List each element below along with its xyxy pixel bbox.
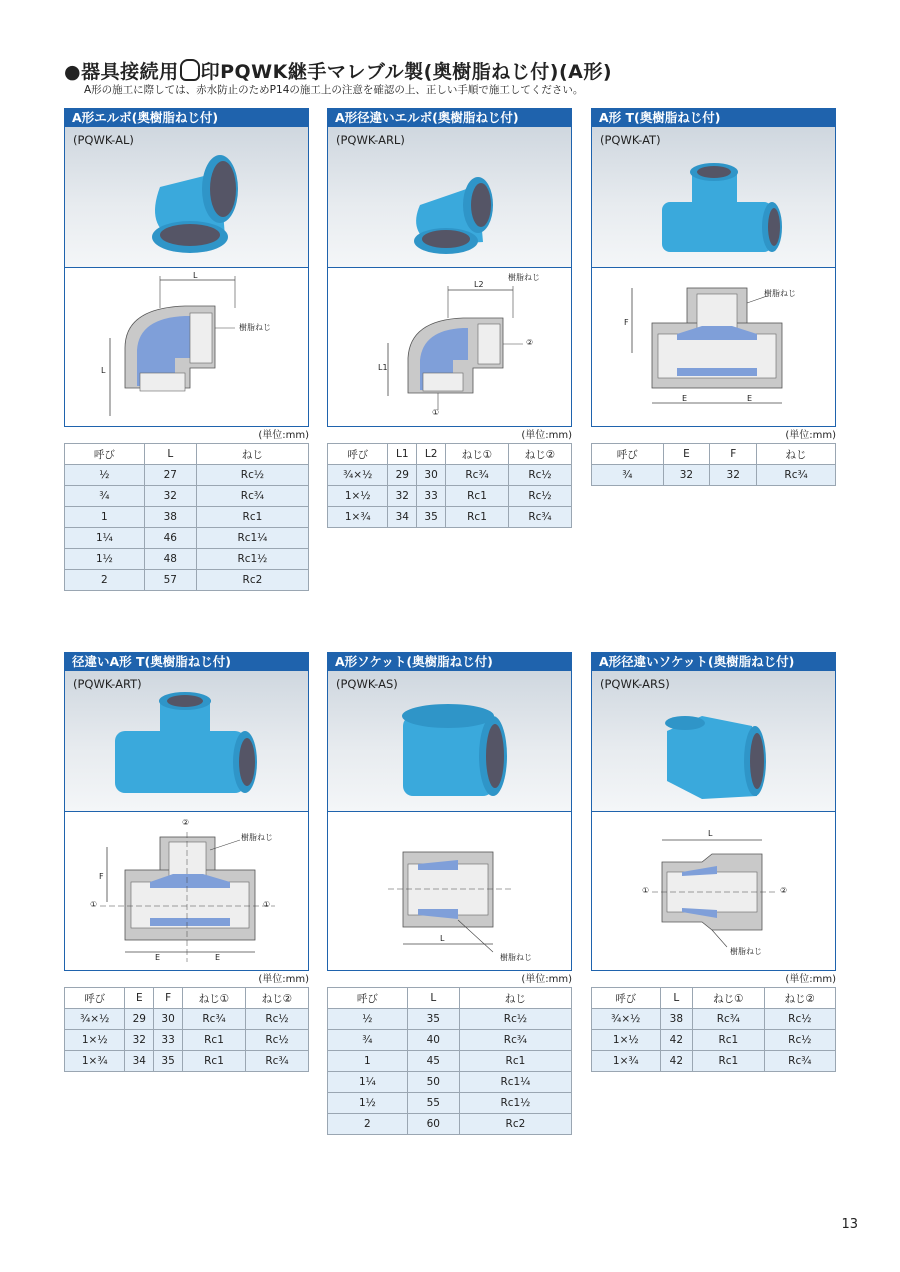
table-row: [592, 1009, 836, 1030]
table-row: [328, 1072, 572, 1093]
product-code: (PQWK-AS): [336, 677, 398, 691]
product-pqwk-al: [64, 108, 309, 591]
table-row: [65, 1009, 309, 1030]
table-cell: Rc1¼: [196, 528, 308, 549]
column-header: 呼び: [592, 444, 664, 465]
table-cell: Rc1½: [459, 1093, 571, 1114]
product-title: A形ソケット(奥樹脂ねじ付): [327, 652, 572, 671]
column-header: ねじ②: [764, 988, 835, 1009]
product-pqwk-ars: [591, 652, 836, 1072]
table-cell: 33: [154, 1030, 183, 1051]
column-header: 呼び: [328, 444, 388, 465]
product-title: 径違いA形 T(奥樹脂ねじ付): [64, 652, 309, 671]
table-row: [592, 1051, 836, 1072]
product-photo: [327, 127, 572, 267]
table-cell: 30: [154, 1009, 183, 1030]
unit-label: (単位:mm): [785, 974, 836, 985]
table-cell: Rc1: [196, 507, 308, 528]
table-header-row: [65, 444, 309, 465]
table-cell: 48: [144, 549, 196, 570]
port-1-label: ①: [642, 886, 650, 895]
table-row: [328, 486, 572, 507]
column-header: L: [144, 444, 196, 465]
table-cell: Rc¾: [757, 465, 836, 486]
table-row: [328, 465, 572, 486]
table-cell: 2: [65, 570, 145, 591]
table-cell: Rc¾: [245, 1051, 308, 1072]
resin-thread-label: 樹脂ねじ: [500, 953, 532, 962]
table-cell: 46: [144, 528, 196, 549]
dim-l1: L1: [378, 363, 388, 372]
table-cell: Rc1¼: [459, 1072, 571, 1093]
port-1-left-label: ①: [90, 900, 98, 909]
product-diagram: [327, 267, 572, 427]
table-cell: 33: [417, 486, 446, 507]
table-cell: 29: [125, 1009, 154, 1030]
table-cell: Rc1: [446, 507, 509, 528]
product-title: A形 T(奥樹脂ねじ付): [591, 108, 836, 127]
spec-table: [64, 987, 309, 1072]
resin-thread-label: 樹脂ねじ: [239, 323, 271, 332]
port-1-right-label: ①: [263, 900, 271, 909]
table-cell: ¾×½: [592, 1009, 661, 1030]
table-cell: 32: [710, 465, 757, 486]
product-diagram: [64, 811, 309, 971]
resin-thread-label: 樹脂ねじ: [730, 947, 762, 956]
table-cell: Rc1½: [196, 549, 308, 570]
dim-l: L: [708, 829, 713, 838]
column-header: ねじ: [196, 444, 308, 465]
table-cell: Rc¾: [183, 1009, 246, 1030]
table-cell: Rc2: [459, 1114, 571, 1135]
table-header-row: [328, 988, 572, 1009]
table-cell: Rc½: [196, 465, 308, 486]
table-cell: 32: [388, 486, 417, 507]
product-pqwk-as: [327, 652, 572, 1135]
column-header: ねじ: [459, 988, 571, 1009]
table-cell: Rc½: [245, 1009, 308, 1030]
product-code: (PQWK-AT): [600, 133, 661, 147]
table-row: [65, 1030, 309, 1051]
dim-e-right: E: [747, 394, 753, 403]
table-row: [65, 1051, 309, 1072]
table-cell: 45: [407, 1051, 459, 1072]
table-row: [328, 1051, 572, 1072]
unit-label: (単位:mm): [785, 430, 836, 441]
table-cell: Rc½: [764, 1030, 835, 1051]
table-cell: 34: [388, 507, 417, 528]
table-row: [328, 1093, 572, 1114]
spec-table: [327, 443, 572, 528]
dim-l2: L2: [474, 280, 484, 289]
dim-e-left: E: [682, 394, 688, 403]
table-cell: Rc¾: [446, 465, 509, 486]
product-diagram: [591, 267, 836, 427]
spec-table: [327, 987, 572, 1135]
product-photo: [64, 671, 309, 811]
gourd-mark-icon: [180, 59, 200, 81]
product-photo: [591, 671, 836, 811]
table-cell: 42: [660, 1051, 693, 1072]
product-title: A形エルボ(奥樹脂ねじ付): [64, 108, 309, 127]
table-cell: 27: [144, 465, 196, 486]
table-cell: 42: [660, 1030, 693, 1051]
table-cell: Rc1: [183, 1030, 246, 1051]
table-cell: Rc½: [764, 1009, 835, 1030]
table-cell: 1×¾: [328, 507, 388, 528]
page-subtitle: A形の施工に際しては、赤水防止のためP14の施工上の注意を確認の上、正しい手順で施工してください。: [84, 84, 584, 96]
table-cell: Rc1: [459, 1051, 571, 1072]
column-header: ねじ: [757, 444, 836, 465]
dim-l: L: [440, 934, 445, 943]
product-code: (PQWK-ARL): [336, 133, 405, 147]
table-cell: 1×½: [65, 1030, 125, 1051]
product-code: (PQWK-AL): [73, 133, 134, 147]
column-header: L2: [417, 444, 446, 465]
column-header: L1: [388, 444, 417, 465]
table-cell: Rc2: [196, 570, 308, 591]
table-header-row: [592, 988, 836, 1009]
table-cell: 50: [407, 1072, 459, 1093]
table-row: [65, 507, 309, 528]
table-cell: ½: [65, 465, 145, 486]
resin-thread-label: 樹脂ねじ: [764, 289, 796, 298]
table-row: [65, 486, 309, 507]
table-header-row: [592, 444, 836, 465]
table-row: [328, 1030, 572, 1051]
column-header: E: [125, 988, 154, 1009]
table-cell: ½: [328, 1009, 408, 1030]
table-cell: 35: [407, 1009, 459, 1030]
table-cell: ¾×½: [328, 465, 388, 486]
table-cell: 57: [144, 570, 196, 591]
table-cell: Rc¾: [693, 1009, 764, 1030]
product-pqwk-art: [64, 652, 309, 1072]
product-pqwk-at: [591, 108, 836, 486]
table-cell: Rc¾: [764, 1051, 835, 1072]
unit-label: (単位:mm): [258, 974, 309, 985]
port-2-label: ②: [182, 818, 190, 827]
table-row: [328, 507, 572, 528]
table-header-row: [328, 444, 572, 465]
port-2-label: ②: [526, 338, 534, 347]
column-header: 呼び: [65, 444, 145, 465]
spec-table: [64, 443, 309, 591]
column-header: E: [663, 444, 710, 465]
table-cell: Rc¾: [508, 507, 571, 528]
table-cell: 55: [407, 1093, 459, 1114]
page-number: 13: [841, 1217, 858, 1232]
table-cell: 38: [144, 507, 196, 528]
column-header: ねじ②: [508, 444, 571, 465]
product-diagram: [64, 267, 309, 427]
product-code: (PQWK-ART): [73, 677, 142, 691]
table-cell: 35: [417, 507, 446, 528]
table-cell: 1×¾: [592, 1051, 661, 1072]
port-2-label: ②: [780, 886, 788, 895]
table-cell: 1½: [328, 1093, 408, 1114]
column-header: ねじ①: [446, 444, 509, 465]
product-photo: [591, 127, 836, 267]
table-cell: ¾: [592, 465, 664, 486]
table-cell: 1: [328, 1051, 408, 1072]
table-cell: Rc1: [693, 1030, 764, 1051]
table-cell: Rc½: [508, 486, 571, 507]
column-header: ねじ②: [245, 988, 308, 1009]
table-cell: Rc¾: [459, 1030, 571, 1051]
resin-thread-label: 樹脂ねじ: [241, 833, 273, 842]
column-header: L: [407, 988, 459, 1009]
column-header: ねじ①: [693, 988, 764, 1009]
page-title: ●器具接続用 印PQWK継手マレブル製(奥樹脂ねじ付)(A形): [64, 61, 613, 83]
unit-label: (単位:mm): [521, 974, 572, 985]
table-cell: 1½: [65, 549, 145, 570]
table-cell: 1: [65, 507, 145, 528]
unit-label: (単位:mm): [258, 430, 309, 441]
column-header: 呼び: [592, 988, 661, 1009]
table-row: [328, 1114, 572, 1135]
table-row: [65, 570, 309, 591]
port-1-label: ①: [432, 408, 440, 417]
column-header: L: [660, 988, 693, 1009]
table-cell: 34: [125, 1051, 154, 1072]
column-header: 呼び: [328, 988, 408, 1009]
unit-label: (単位:mm): [521, 430, 572, 441]
column-header: ねじ①: [183, 988, 246, 1009]
table-cell: ¾: [65, 486, 145, 507]
table-cell: 1×½: [328, 486, 388, 507]
column-header: 呼び: [65, 988, 125, 1009]
table-cell: Rc1: [183, 1051, 246, 1072]
column-header: F: [154, 988, 183, 1009]
table-cell: 38: [660, 1009, 693, 1030]
product-diagram: [591, 811, 836, 971]
product-photo: [327, 671, 572, 811]
dim-f: F: [624, 318, 629, 327]
table-cell: 29: [388, 465, 417, 486]
resin-thread-label: 樹脂ねじ: [508, 273, 540, 282]
table-cell: 2: [328, 1114, 408, 1135]
table-cell: 1¼: [328, 1072, 408, 1093]
dim-f: F: [99, 872, 104, 881]
column-header: F: [710, 444, 757, 465]
product-code: (PQWK-ARS): [600, 677, 670, 691]
dim-e-right: E: [215, 953, 221, 962]
table-row: [65, 465, 309, 486]
table-cell: ¾: [328, 1030, 408, 1051]
product-diagram: [327, 811, 572, 971]
table-cell: 35: [154, 1051, 183, 1072]
table-header-row: [65, 988, 309, 1009]
table-row: [328, 1009, 572, 1030]
table-row: [592, 465, 836, 486]
table-row: [65, 549, 309, 570]
table-cell: 32: [663, 465, 710, 486]
table-cell: 40: [407, 1030, 459, 1051]
table-cell: 1×½: [592, 1030, 661, 1051]
product-title: A形径違いエルボ(奥樹脂ねじ付): [327, 108, 572, 127]
dim-e-left: E: [155, 953, 161, 962]
table-cell: Rc½: [245, 1030, 308, 1051]
table-row: [592, 1030, 836, 1051]
product-photo: [64, 127, 309, 267]
table-cell: 30: [417, 465, 446, 486]
table-cell: 1×¾: [65, 1051, 125, 1072]
product-title: A形径違いソケット(奥樹脂ねじ付): [591, 652, 836, 671]
table-cell: 32: [144, 486, 196, 507]
table-cell: 1¼: [65, 528, 145, 549]
product-pqwk-arl: [327, 108, 572, 528]
table-cell: Rc½: [459, 1009, 571, 1030]
table-cell: Rc½: [508, 465, 571, 486]
table-cell: Rc1: [446, 486, 509, 507]
table-row: [65, 528, 309, 549]
table-cell: ¾×½: [65, 1009, 125, 1030]
spec-table: [591, 443, 836, 486]
table-cell: Rc¾: [196, 486, 308, 507]
spec-table: [591, 987, 836, 1072]
table-cell: 60: [407, 1114, 459, 1135]
table-cell: Rc1: [693, 1051, 764, 1072]
dim-l-top: L: [193, 271, 198, 280]
table-cell: 32: [125, 1030, 154, 1051]
dim-l-side: L: [101, 366, 106, 375]
